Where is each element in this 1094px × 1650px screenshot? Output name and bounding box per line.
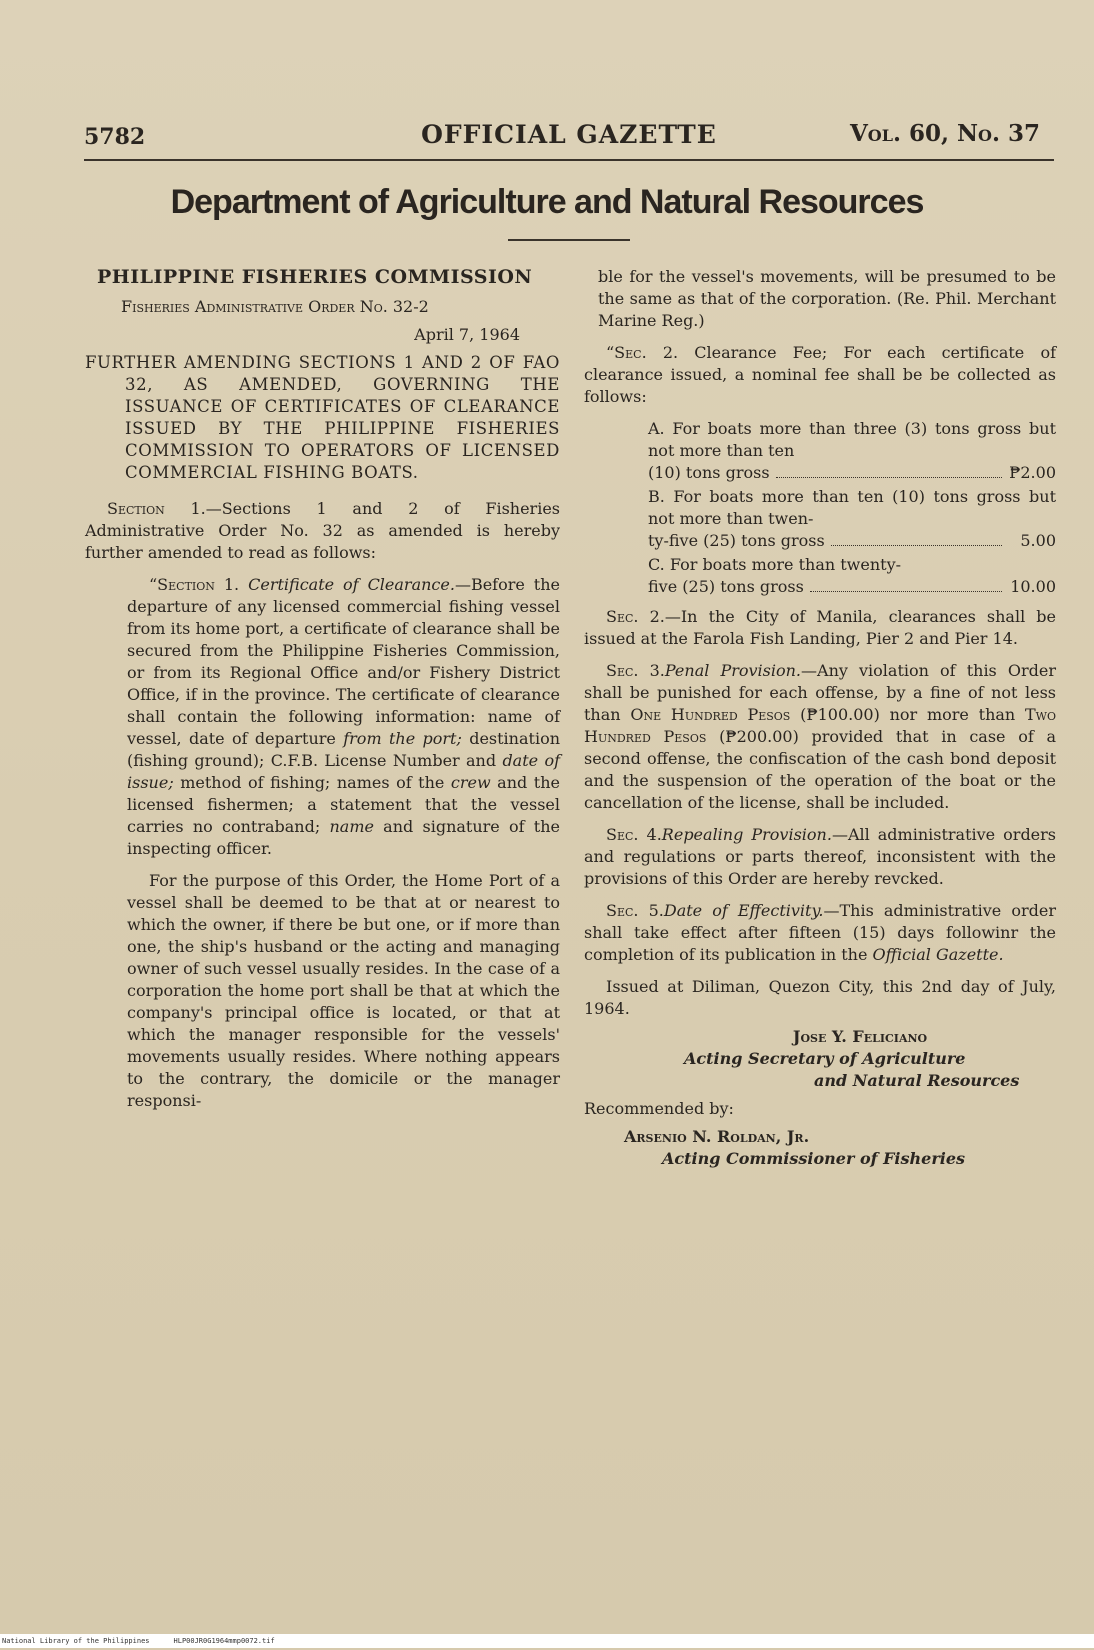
org-heading: PHILIPPINE FISHERIES COMMISSION <box>97 266 533 288</box>
fee-item <box>648 418 1056 484</box>
issued-paragraph: Issued at Diliman, Quezon City, this 2nd day of July, 1964. <box>584 977 1056 1018</box>
fee-description: C. For boats more than twenty- <box>648 555 902 574</box>
right-column <box>584 266 1056 1170</box>
order-date: April 7, 1964 <box>414 325 520 344</box>
signatory-title: Acting Secretary of Agriculture <box>684 1049 966 1068</box>
fee-item <box>648 554 1056 598</box>
section-title: Repealing Provision. <box>661 825 832 844</box>
amount-words: Two Hundred Pesos <box>584 705 1056 746</box>
fee-description: B. For boats more than ten (10) tons gross but not more than twen- <box>648 487 1056 528</box>
fee-line <box>648 462 1056 484</box>
signatory-name: Jose Y. Feliciano <box>792 1027 928 1046</box>
scan-filename: HLP00JR0G1964mmp0072.tif <box>173 1637 275 1645</box>
quoted-section-1 <box>127 574 560 860</box>
fee-item <box>648 486 1056 552</box>
quoted-section-2 <box>584 342 1056 408</box>
fee-description: A. For boats more than three (3) tons gross but not more than ten <box>648 419 1056 460</box>
quoted-italic: name <box>329 817 374 836</box>
quoted-text: —Before the departure of any licensed commercial fishing vessel from its home port, a certificate of clearance shall be secured from the Philippine Fisheries Commission, or from its Regional Office and/or Fishery District Office, if in the province. The certificate of clearance shall contain the following information: name of vessel, date of departure <box>127 575 560 748</box>
quoted-text: Clearance Fee; For each certificate of clearance issued, a nominal fee shall be be collected as follows: <box>584 343 1056 406</box>
order-number: Fisheries Administrative Order No. 32-2 <box>121 297 429 316</box>
department-rule <box>508 239 630 241</box>
fee-schedule <box>648 418 1056 598</box>
continued-paragraph: ble for the vessel's movements, will be presumed to be the same as that of the corporation. (Re. Phil. Merchant Marine Reg.) <box>598 267 1056 330</box>
gazette-title: OFFICIAL GAZETTE <box>421 120 717 149</box>
page-number: 5782 <box>84 124 146 150</box>
quoted-text: and the licensed fishermen; a statement that the vessel carries no contraband; <box>127 773 560 836</box>
leader-dots <box>831 545 1002 546</box>
section-text: —Sections 1 and 2 of Fisheries Administrative Order No. 32 as amended is hereby further amended to read as follows: <box>85 499 560 562</box>
library-credit: National Library of the Philippines <box>2 1637 150 1645</box>
section-label: Sec. 2. <box>606 607 665 626</box>
fee-desc-end: (10) tons gross <box>648 463 770 482</box>
section-title: Date of Effectivity. <box>663 901 824 920</box>
quoted-italic: crew <box>450 773 491 792</box>
section-4-paragraph <box>584 824 1056 890</box>
quoted-italic: from the port; <box>343 729 462 748</box>
section-2-paragraph <box>584 606 1056 650</box>
fee-desc-end: five (25) tons gross <box>648 577 804 596</box>
signatory-title-cont: and Natural Resources <box>814 1071 1020 1090</box>
recommended-by: Recommended by: <box>584 1099 734 1118</box>
volume-number: Vol. 60, No. 37 <box>849 120 1040 147</box>
fee-line <box>648 530 1056 552</box>
section-text: —Any violation of this Order shall be punished for each offense, by a fine of not less than <box>584 661 1056 724</box>
home-port-paragraph: For the purpose of this Order, the Home Port of a vessel shall be deemed to be that at or nearest to which the owner, if there be but one, or if more than one, the ship's husband or the acting and managing owner of such vessel usually resides. In the case of a corporation the home port shall be that at which the company's principal office is located, or that at which the manager responsible for the vessels' movements usually resides. Where nothing appears to the contrary, the domicile or the manager responsi- <box>127 871 560 1110</box>
fee-line <box>648 576 1056 598</box>
quoted-label: “Section 1. <box>149 575 240 594</box>
quoted-text: method of fishing; names of the <box>173 773 451 792</box>
section-text: —All administrative orders and regulations or parts thereof, inconsistent with the provisions of this Order are hereby revcked. <box>584 825 1057 888</box>
quoted-text: and signature of the inspecting officer. <box>127 817 560 858</box>
fee-amount: ₱2.00 <box>1009 463 1056 482</box>
section-text: (₱200.00) provided that in case of a second offense, the confiscation of the cash bond deposit and the suspension of the operation of the boat or the cancellation of the license, shall be included. <box>584 727 1056 812</box>
section-text: —In the City of Manila, clearances shall be issued at the Farola Fish Landing, Pier 2 and Pier 14. <box>584 607 1056 648</box>
section-5-paragraph <box>584 900 1056 966</box>
leader-dots <box>810 591 1002 592</box>
section-text: (₱100.00) nor more than <box>790 705 1025 724</box>
section-label: Sec. 5. <box>606 901 664 920</box>
section-label: Sec. 4. <box>606 825 662 844</box>
quoted-section <box>127 574 560 1112</box>
section-label: Sec. 3. <box>606 661 665 680</box>
quoted-italic: date of issue; <box>127 751 560 792</box>
department-heading: Department of Agriculture and Natural Resources <box>170 183 924 221</box>
quoted-title: Certificate of Clearance. <box>248 575 455 594</box>
section-label: Section 1. <box>107 499 206 518</box>
fee-amount: 10.00 <box>1010 577 1056 596</box>
fee-amount: 5.00 <box>1020 531 1056 550</box>
order-subject: FURTHER AMENDING SECTIONS 1 AND 2 OF FAO 32, AS AMENDED, GOVERNING THE ISSUANCE OF CERTIFICATES OF CLEARANCE ISSUED BY THE PHILIPPINE FISHERIES COMMISSION TO OPERATORS OF LICENSED COMMERCIAL FISHING BOATS. <box>85 353 560 482</box>
scan-footer <box>0 1634 1094 1648</box>
leader-dots <box>776 477 1002 478</box>
header-rule <box>84 159 1054 161</box>
amount-words: One Hundred Pesos <box>630 705 791 724</box>
section-text: —This administrative order shall take effect after fifteen (15) days followinr the completion of its publication in the <box>584 901 1056 964</box>
section-1-paragraph <box>85 498 560 564</box>
quoted-text: destination (fishing ground); C.F.B. License Number and <box>127 729 561 770</box>
recommender-title: Acting Commissioner of Fisheries <box>662 1149 966 1168</box>
left-column <box>85 266 560 1122</box>
quoted-label: “Sec. 2. <box>606 343 679 362</box>
section-3-paragraph <box>584 660 1056 814</box>
fee-desc-end: ty-five (25) tons gross <box>648 531 825 550</box>
gazette-italic: Official Gazette. <box>872 945 1004 964</box>
section-title: Penal Provision. <box>664 661 802 680</box>
recommender-name: Arsenio N. Roldan, Jr. <box>624 1127 810 1146</box>
